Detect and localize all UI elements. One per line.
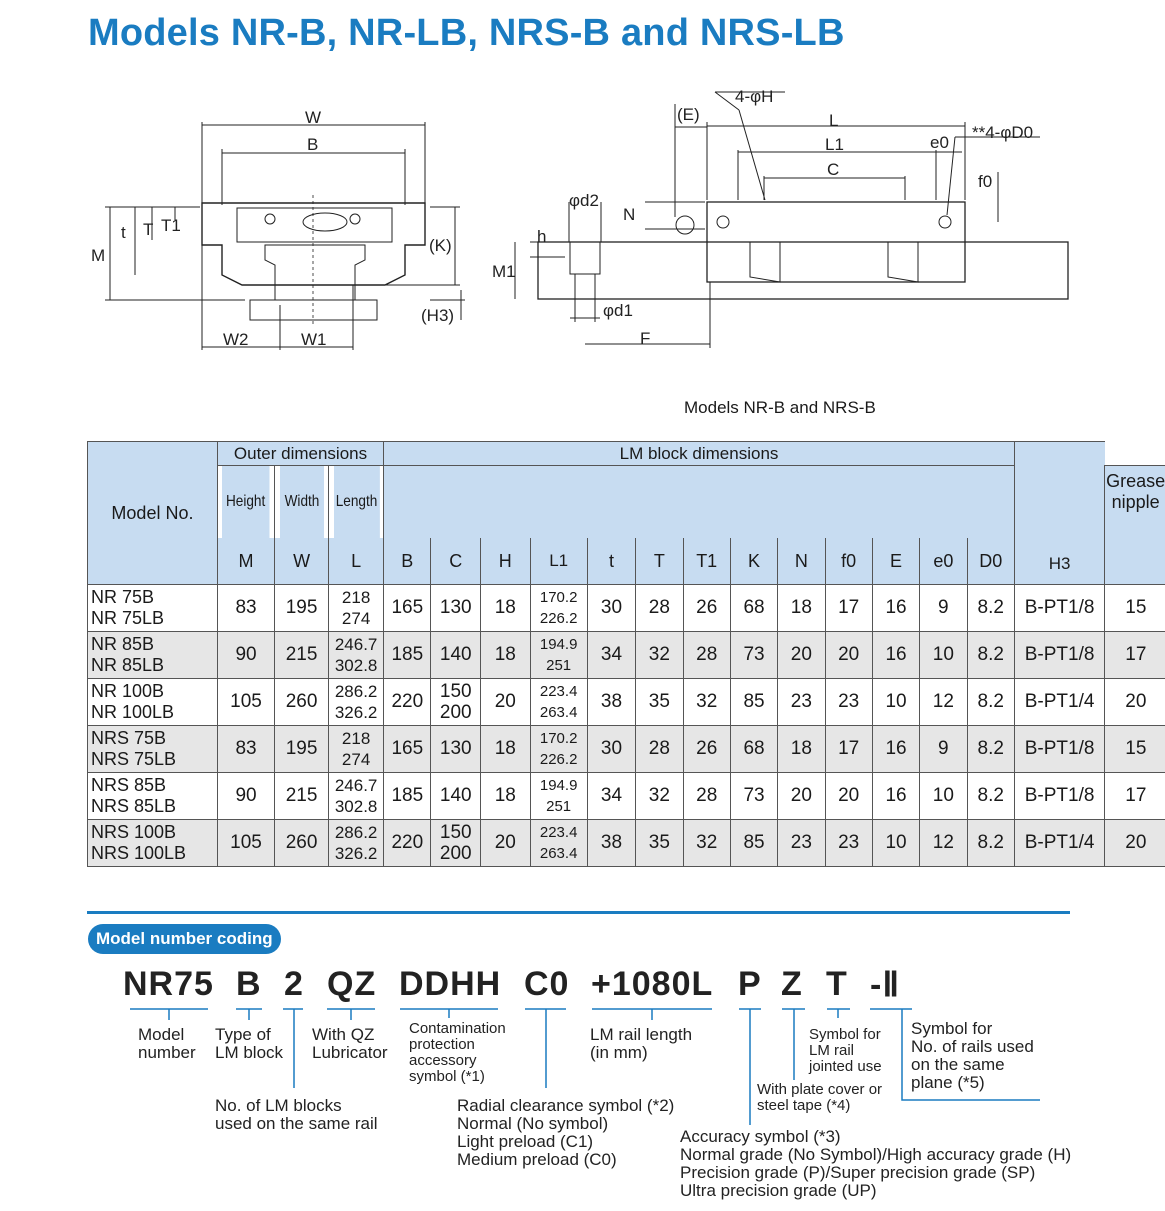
cell-W: 215 bbox=[275, 773, 329, 820]
cell-L: 286.2 bbox=[334, 823, 378, 842]
cell-grease: B-PT1/8 bbox=[1014, 773, 1104, 820]
dim-B: B bbox=[307, 135, 319, 154]
cell-W: 195 bbox=[275, 726, 329, 773]
header-sym-D0: D0 bbox=[967, 538, 1014, 585]
dim-M: M bbox=[91, 246, 106, 265]
dim-W2: W2 bbox=[223, 330, 249, 349]
cell-T: 35 bbox=[636, 679, 683, 726]
cell-E: 16 bbox=[872, 585, 919, 632]
dim-d2: φd2 bbox=[569, 191, 599, 210]
header-grease-nipple: Grease nipple bbox=[1105, 466, 1165, 585]
cell-B: 185 bbox=[384, 632, 431, 679]
cell-L1: 194.9 bbox=[539, 636, 578, 653]
cell-N: 18 bbox=[778, 726, 825, 773]
cell-B: 220 bbox=[384, 820, 431, 867]
model-no-lb: NRS 100LB bbox=[91, 843, 187, 863]
cell-L1: 170.2 bbox=[539, 589, 578, 606]
cell-M: 90 bbox=[217, 773, 274, 820]
header-sym-M: M bbox=[217, 538, 274, 585]
cell-C: 150 bbox=[439, 822, 472, 843]
cell-T: 28 bbox=[636, 726, 683, 773]
page-title: Models NR-B, NR-LB, NRS-B and NRS-LB bbox=[88, 12, 845, 54]
cell-L1: 170.2 bbox=[539, 730, 578, 747]
cell-D0: 8.2 bbox=[967, 632, 1014, 679]
cell-K: 73 bbox=[730, 632, 777, 679]
cell-B: 165 bbox=[384, 585, 431, 632]
cell-e0: 10 bbox=[920, 632, 967, 679]
model-no: NRS 100B bbox=[91, 822, 177, 842]
cell-L1-lb: 226.2 bbox=[539, 751, 578, 768]
cell-f0: 20 bbox=[825, 773, 872, 820]
section-divider bbox=[87, 911, 1070, 914]
cell-L1-lb: 263.4 bbox=[539, 845, 578, 862]
header-sym-e0: e0 bbox=[920, 538, 967, 585]
code-type: B bbox=[236, 965, 262, 1003]
cell-L1-lb: 251 bbox=[546, 798, 572, 815]
code-model: NR75 bbox=[123, 965, 214, 1003]
label-rails: Symbol for No. of rails used on the same plane (*5) bbox=[911, 1019, 1034, 1092]
code-plate: Z bbox=[781, 965, 803, 1003]
cell-L: 218 bbox=[341, 729, 371, 748]
front-view-drawing bbox=[85, 95, 470, 360]
label-rail-length: LM rail length (in mm) bbox=[590, 1025, 693, 1062]
cell-e0: 9 bbox=[920, 726, 967, 773]
cell-N: 23 bbox=[778, 820, 825, 867]
header-sym-E: E bbox=[872, 538, 919, 585]
cell-N: 23 bbox=[778, 679, 825, 726]
cell-grease: B-PT1/4 bbox=[1014, 820, 1104, 867]
dim-h: h bbox=[537, 227, 547, 246]
cell-K: 85 bbox=[730, 679, 777, 726]
dim-L1: L1 bbox=[825, 135, 844, 154]
dim-W1: W1 bbox=[301, 330, 327, 349]
cell-W: 215 bbox=[275, 632, 329, 679]
cell-C: 150 bbox=[439, 681, 472, 702]
cell-f0: 17 bbox=[825, 585, 872, 632]
cell-t: 38 bbox=[587, 820, 635, 867]
cell-B: 220 bbox=[384, 679, 431, 726]
cell-M: 90 bbox=[217, 632, 274, 679]
cell-L: 246.7 bbox=[334, 776, 378, 795]
dim-f0: f0 bbox=[978, 172, 993, 191]
cell-L1: 223.4 bbox=[539, 683, 578, 700]
cell-L1: 223.4 bbox=[539, 824, 578, 841]
cell-D0: 8.2 bbox=[967, 773, 1014, 820]
cell-K: 73 bbox=[730, 773, 777, 820]
cell-T: 35 bbox=[636, 820, 683, 867]
cell-L1-lb: 251 bbox=[546, 657, 572, 674]
label-blocks: No. of LM blocks used on the same rail bbox=[215, 1096, 378, 1133]
cell-T1: 28 bbox=[683, 632, 730, 679]
cell-H: 20 bbox=[481, 820, 531, 867]
dimensions-table bbox=[87, 441, 1165, 867]
cell-E: 10 bbox=[872, 679, 919, 726]
code-blocks: 2 bbox=[284, 965, 304, 1003]
label-contamination: Contamination protection accessory symbol (*1) bbox=[409, 1020, 506, 1085]
cell-T: 32 bbox=[636, 773, 683, 820]
cell-L-lb: 274 bbox=[341, 750, 371, 769]
cell-e0: 12 bbox=[920, 820, 967, 867]
table-row bbox=[88, 726, 1165, 773]
cell-K: 68 bbox=[730, 585, 777, 632]
cell-D0: 8.2 bbox=[967, 726, 1014, 773]
table-row bbox=[88, 679, 1165, 726]
cell-L: 218 bbox=[341, 588, 371, 607]
table-row bbox=[88, 820, 1165, 867]
cell-C: 140 bbox=[431, 632, 481, 679]
header-sym-L1: L1 bbox=[530, 538, 587, 585]
model-no-lb: NR 75LB bbox=[91, 608, 165, 628]
dim-T: T bbox=[143, 220, 154, 239]
table-row bbox=[88, 585, 1165, 632]
dim-K: (K) bbox=[429, 236, 452, 255]
cell-B: 185 bbox=[384, 773, 431, 820]
cell-f0: 23 bbox=[825, 820, 872, 867]
header-sym-T: T bbox=[636, 538, 683, 585]
cell-N: 18 bbox=[778, 585, 825, 632]
cell-H3: 15 bbox=[1105, 726, 1165, 773]
cell-L1-lb: 226.2 bbox=[539, 610, 578, 627]
cell-L-lb: 302.8 bbox=[334, 797, 378, 816]
cell-t: 30 bbox=[587, 585, 635, 632]
cell-M: 83 bbox=[217, 585, 274, 632]
cell-t: 34 bbox=[587, 632, 635, 679]
cell-t: 30 bbox=[587, 726, 635, 773]
cell-H3: 15 bbox=[1105, 585, 1165, 632]
cell-E: 16 bbox=[872, 726, 919, 773]
cell-H: 18 bbox=[481, 773, 531, 820]
dim-D0: **4-φD0 bbox=[972, 123, 1034, 142]
dim-C: C bbox=[827, 160, 840, 179]
cell-D0: 8.2 bbox=[967, 679, 1014, 726]
cell-t: 34 bbox=[587, 773, 635, 820]
model-number-coding-badge: Model number coding bbox=[88, 924, 281, 954]
model-no: NR 100B bbox=[91, 681, 165, 701]
cell-H3: 17 bbox=[1105, 632, 1165, 679]
header-height: Height bbox=[222, 466, 271, 539]
code-rail-length: +1080L bbox=[591, 965, 714, 1003]
cell-f0: 17 bbox=[825, 726, 872, 773]
header-sym-C: C bbox=[431, 538, 481, 585]
cell-E: 10 bbox=[872, 820, 919, 867]
model-no: NRS 75B bbox=[91, 728, 167, 748]
cell-W: 260 bbox=[275, 820, 329, 867]
cell-D0: 8.2 bbox=[967, 820, 1014, 867]
figure-caption: Models NR-B and NRS-B bbox=[684, 398, 876, 417]
cell-T1: 32 bbox=[683, 820, 730, 867]
cell-N: 20 bbox=[778, 773, 825, 820]
cell-T1: 28 bbox=[683, 773, 730, 820]
header-width: Width bbox=[279, 466, 325, 539]
cell-M: 83 bbox=[217, 726, 274, 773]
dim-N: N bbox=[623, 205, 636, 224]
header-sym-T1: T1 bbox=[683, 538, 730, 585]
header-sym-L: L bbox=[329, 538, 384, 585]
model-no: NR 75B bbox=[91, 587, 155, 607]
label-model-number: Model number bbox=[138, 1025, 196, 1062]
cell-e0: 12 bbox=[920, 679, 967, 726]
cell-f0: 20 bbox=[825, 632, 872, 679]
label-type: Type of LM block bbox=[215, 1025, 284, 1062]
cell-H3: 20 bbox=[1105, 820, 1165, 867]
model-no-lb: NR 85LB bbox=[91, 655, 165, 675]
cell-e0: 10 bbox=[920, 773, 967, 820]
cell-M: 105 bbox=[217, 679, 274, 726]
header-sym-N: N bbox=[778, 538, 825, 585]
cell-T1: 26 bbox=[683, 726, 730, 773]
code-accuracy: P bbox=[738, 965, 762, 1003]
cell-H: 20 bbox=[481, 679, 531, 726]
cell-T: 28 bbox=[636, 585, 683, 632]
cell-K: 85 bbox=[730, 820, 777, 867]
cell-f0: 23 bbox=[825, 679, 872, 726]
label-accuracy: Accuracy symbol (*3) Normal grade (No Symbol)/High accuracy grade (H) Precision grade (P)/Super precision grade (SP) Ultra precision grade (UP) bbox=[680, 1127, 1072, 1200]
cell-grease: B-PT1/8 bbox=[1014, 585, 1104, 632]
code-jointed: T bbox=[826, 965, 848, 1003]
cell-C: 130 bbox=[431, 726, 481, 773]
header-outer-dimensions: Outer dimensions bbox=[217, 442, 383, 466]
cell-W: 195 bbox=[275, 585, 329, 632]
header-sym-W: W bbox=[275, 538, 329, 585]
cell-L-lb: 302.8 bbox=[334, 656, 378, 675]
code-qz: QZ bbox=[327, 965, 377, 1003]
side-view-drawing bbox=[485, 82, 1075, 357]
dim-E: (E) bbox=[677, 105, 700, 124]
cell-C: 130 bbox=[431, 585, 481, 632]
cell-E: 16 bbox=[872, 773, 919, 820]
cell-L-lb: 326.2 bbox=[334, 844, 378, 863]
label-radial-clearance: Radial clearance symbol (*2) Normal (No symbol) Light preload (C1) Medium preload (C0) bbox=[457, 1096, 675, 1169]
cell-t: 38 bbox=[587, 679, 635, 726]
cell-B: 165 bbox=[384, 726, 431, 773]
code-clearance: C0 bbox=[524, 965, 570, 1003]
label-qz: With QZ Lubricator bbox=[312, 1025, 388, 1062]
dim-L: L bbox=[829, 111, 839, 130]
cell-N: 20 bbox=[778, 632, 825, 679]
label-jointed: Symbol for LM rail jointed use bbox=[809, 1026, 882, 1075]
cell-E: 16 bbox=[872, 632, 919, 679]
model-no-lb: NRS 85LB bbox=[91, 796, 177, 816]
dim-F: F bbox=[640, 329, 651, 348]
cell-H3: 17 bbox=[1105, 773, 1165, 820]
dim-t: t bbox=[121, 223, 126, 242]
dim-4H: 4-φH bbox=[735, 87, 774, 106]
cell-D0: 8.2 bbox=[967, 585, 1014, 632]
cell-e0: 9 bbox=[920, 585, 967, 632]
cell-grease: B-PT1/8 bbox=[1014, 726, 1104, 773]
cell-grease: B-PT1/4 bbox=[1014, 679, 1104, 726]
cell-C-lb: 200 bbox=[439, 702, 472, 723]
cell-T1: 26 bbox=[683, 585, 730, 632]
cell-M: 105 bbox=[217, 820, 274, 867]
cell-W: 260 bbox=[275, 679, 329, 726]
header-sym-t: t bbox=[587, 538, 635, 585]
header-sym-K: K bbox=[730, 538, 777, 585]
dim-e0: e0 bbox=[930, 133, 949, 152]
dim-d1: φd1 bbox=[603, 301, 633, 320]
cell-C: 140 bbox=[431, 773, 481, 820]
cell-L: 286.2 bbox=[334, 682, 378, 701]
table-row bbox=[88, 632, 1165, 679]
dim-H3: (H3) bbox=[421, 306, 455, 325]
cell-L: 246.7 bbox=[334, 635, 378, 654]
model-no: NR 85B bbox=[91, 634, 155, 654]
cell-H3: 20 bbox=[1105, 679, 1165, 726]
header-model: Model No. bbox=[88, 442, 218, 585]
cell-K: 68 bbox=[730, 726, 777, 773]
cell-H: 18 bbox=[481, 585, 531, 632]
cell-L-lb: 326.2 bbox=[334, 703, 378, 722]
model-no: NRS 85B bbox=[91, 775, 167, 795]
cell-grease: B-PT1/8 bbox=[1014, 632, 1104, 679]
code-contamination: DDHH bbox=[399, 965, 502, 1003]
dim-M1: M1 bbox=[492, 262, 516, 281]
cell-T: 32 bbox=[636, 632, 683, 679]
header-lm-block-dimensions: LM block dimensions bbox=[384, 442, 1015, 466]
label-plate: With plate cover or steel tape (*4) bbox=[757, 1081, 883, 1114]
model-no-lb: NR 100LB bbox=[91, 702, 175, 722]
cell-H: 18 bbox=[481, 726, 531, 773]
header-sym-B: B bbox=[384, 538, 431, 585]
dim-W: W bbox=[305, 108, 322, 127]
model-no-lb: NRS 75LB bbox=[91, 749, 177, 769]
cell-L-lb: 274 bbox=[341, 609, 371, 628]
code-rails: -Ⅱ bbox=[870, 966, 901, 1004]
cell-H: 18 bbox=[481, 632, 531, 679]
header-length: Length bbox=[333, 466, 380, 539]
table-row bbox=[88, 773, 1165, 820]
header-h3: H3 bbox=[1014, 442, 1104, 585]
header-sym-f0: f0 bbox=[825, 538, 872, 585]
dim-T1: T1 bbox=[161, 216, 181, 235]
cell-L1-lb: 263.4 bbox=[539, 704, 578, 721]
cell-L1: 194.9 bbox=[539, 777, 578, 794]
header-sym-H: H bbox=[481, 538, 531, 585]
cell-T1: 32 bbox=[683, 679, 730, 726]
cell-C-lb: 200 bbox=[439, 843, 472, 864]
